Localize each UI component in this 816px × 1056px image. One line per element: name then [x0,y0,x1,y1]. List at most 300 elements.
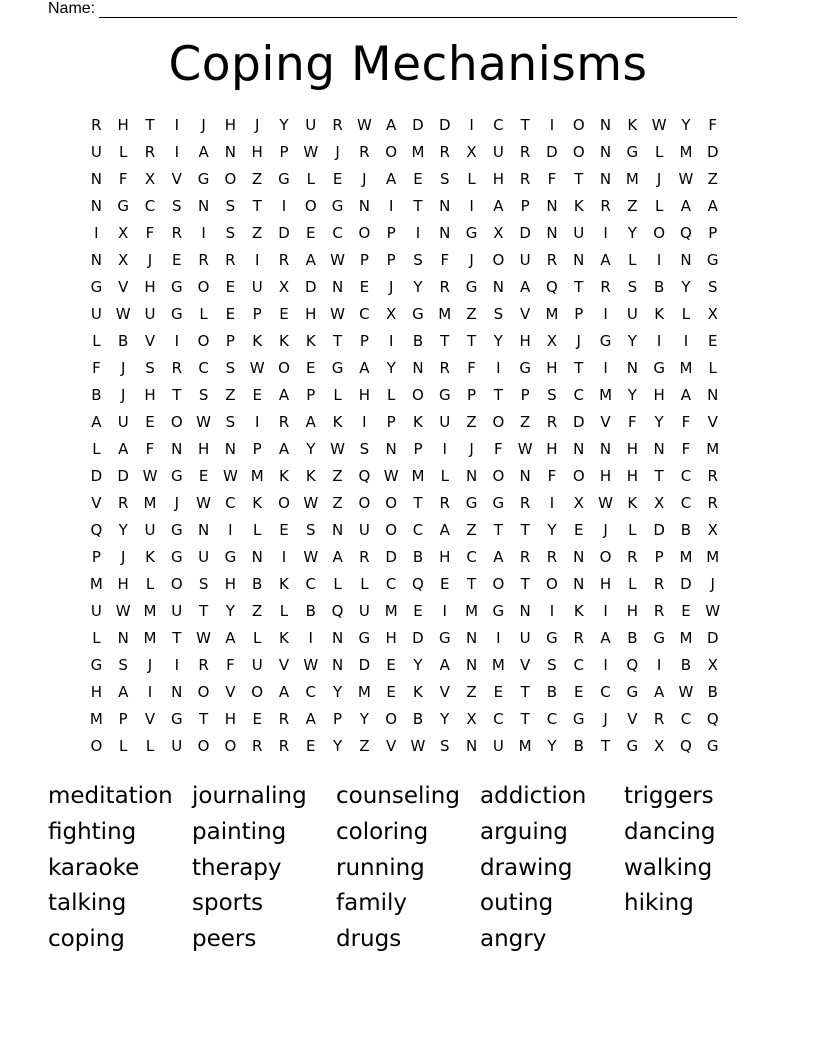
grid-letter: K [413,413,423,431]
grid-letter: U [492,143,504,161]
grid-letter: N [573,251,585,269]
grid-letter: R [359,143,370,161]
word-bank-item: triggers [624,783,714,809]
grid-letter: C [493,710,504,728]
grid-letter: M [357,683,371,701]
grid-letter: D [412,629,424,647]
grid-letter: E [306,359,316,377]
word-bank-item: hiking [624,890,694,917]
grid-letter: T [466,332,477,350]
grid-letter: S [118,656,128,674]
grid-letter: X [707,656,718,674]
grid-letter: N [599,170,612,188]
grid-letter: W [222,467,238,485]
grid-letter: N [680,251,692,269]
name-field[interactable] [48,0,737,18]
grid-letter: R [91,116,102,134]
grid-letter: W [249,359,265,377]
grid-letter: H [358,386,370,404]
grid-letter: I [603,359,608,377]
grid-letter: X [118,251,129,269]
grid-letter: N [439,197,451,215]
grid-letter: P [413,440,423,458]
grid-letter: E [145,413,155,431]
grid-letter: Q [358,467,371,485]
grid-letter: F [92,359,101,377]
grid-letter: O [197,332,210,350]
grid-letter: Q [90,521,103,539]
grid-letter: G [170,278,183,296]
grid-letter: J [254,116,260,134]
grid-letter: X [466,143,477,161]
grid-letter: K [332,413,343,431]
grid-letter: X [466,710,477,728]
grid-letter: Q [680,224,692,242]
grid-letter: G [278,170,290,188]
grid-letter: I [147,683,153,701]
grid-letter: O [224,170,237,188]
grid-letter: N [358,197,370,215]
word-bank-item: painting [192,818,287,845]
grid-letter: D [706,629,719,647]
grid-letter: U [198,548,210,566]
grid-letter: G [492,602,505,620]
grid-letter: F [467,359,476,377]
grid-letter: Q [412,575,424,593]
grid-letter: L [119,737,128,755]
grid-letter: A [680,386,692,404]
grid-letter: I [656,251,662,269]
grid-letter: G [465,278,478,296]
grid-letter: A [386,170,397,188]
grid-letter: N [653,440,665,458]
grid-letter: B [412,548,424,566]
grid-letter: I [362,413,367,431]
grid-letter: P [386,413,396,431]
grid-letter: I [174,116,179,134]
grid-letter: L [628,251,637,269]
grid-letter: I [549,116,555,134]
grid-letter: D [572,413,585,431]
grid-letter: G [706,737,719,755]
grid-letter: E [493,683,504,701]
grid-letter: C [359,305,370,323]
grid-letter: Q [680,737,692,755]
word-bank-item: arguing [480,818,568,845]
grid-letter: M [679,629,693,647]
grid-letter: B [546,683,558,701]
grid-letter: I [254,251,260,269]
grid-letter: P [252,440,262,458]
grid-letter: S [627,278,638,296]
grid-letter: N [117,629,129,647]
grid-letter: I [201,224,206,242]
grid-letter: G [626,683,639,701]
grid-letter: W [115,305,131,323]
grid-letter: K [305,467,316,485]
grid-letter: F [681,413,691,431]
grid-letter: M [89,710,103,728]
grid-letter: M [411,467,425,485]
grid-letter: N [573,548,585,566]
word-bank-item: talking [48,890,127,917]
grid-letter: H [90,683,103,701]
grid-letter: X [546,332,558,350]
grid-letter: T [440,332,450,350]
grid-letter: H [224,710,237,728]
grid-letter: N [465,656,478,674]
word-bank-item: meditation [48,783,173,809]
grid-letter: I [174,656,179,674]
grid-letter: T [466,575,477,593]
grid-letter: T [520,521,530,539]
grid-letter: R [653,602,665,620]
grid-letter: A [198,143,209,161]
grid-letter: J [120,359,126,377]
grid-letter: N [546,224,558,242]
grid-letter: R [278,413,290,431]
grid-letter: V [520,305,531,323]
grid-letter: J [174,494,179,512]
grid-letter: V [144,332,156,350]
word-bank-item: fighting [48,818,137,845]
grid-letter: H [626,467,638,485]
grid-letter: C [680,494,692,512]
grid-letter: T [199,710,209,728]
grid-letter: O [492,251,505,269]
grid-letter: N [573,575,585,593]
grid-letter: Z [252,224,263,242]
grid-letter: O [385,710,398,728]
grid-letter: O [492,413,505,431]
grid-letter: V [627,710,638,728]
grid-letter: U [439,413,451,431]
grid-letter: R [332,116,343,134]
grid-letter: V [600,413,611,431]
grid-letter: G [599,332,612,350]
grid-letter: L [628,521,637,539]
grid-letter: E [279,305,289,323]
grid-letter: R [546,251,558,269]
grid-letter: N [573,440,585,458]
grid-letter: D [438,116,451,134]
grid-letter: H [653,386,665,404]
grid-letter: W [196,494,211,512]
grid-letter: W [142,467,158,485]
grid-letter: A [520,278,531,296]
grid-letter: W [356,116,372,134]
grid-letter: J [576,332,581,350]
grid-letter: A [493,197,504,215]
grid-letter: Z [707,170,718,188]
grid-letter: Y [681,116,691,134]
grid-letter: I [228,521,233,539]
grid-letter: E [252,710,262,728]
grid-letter: E [332,170,343,188]
grid-letter: N [599,440,612,458]
grid-letter: Y [440,710,450,728]
grid-letter: C [680,467,692,485]
grid-letter: X [653,494,665,512]
grid-letter: X [573,494,584,512]
grid-letter: A [118,440,129,458]
grid-letter: I [281,197,287,215]
grid-letter: S [225,224,236,242]
grid-letter: Y [547,737,557,755]
grid-letter: B [412,710,424,728]
grid-letter: C [385,575,397,593]
grid-letter: T [332,332,343,350]
grid-letter: Y [413,656,423,674]
grid-letter: E [386,683,396,701]
grid-letter: J [603,521,608,539]
grid-letter: S [707,278,718,296]
grid-letter: I [388,332,394,350]
grid-letter: L [654,143,664,161]
grid-letter: A [493,548,504,566]
grid-letter: V [171,170,182,188]
grid-letter: G [331,197,344,215]
grid-letter: A [439,521,450,539]
grid-letter: I [549,494,555,512]
grid-letter: S [225,359,236,377]
grid-letter: S [413,251,423,269]
grid-letter: D [546,143,558,161]
grid-letter: N [599,143,612,161]
grid-letter: S [493,305,504,323]
grid-letter: N [197,521,210,539]
grid-letter: T [520,575,530,593]
grid-letter: X [144,170,156,188]
grid-letter: N [519,602,531,620]
grid-letter: D [519,224,531,242]
word-bank-item: outing [480,890,554,917]
grid-letter: U [573,224,585,242]
grid-letter: M [411,143,425,161]
grid-letter: Y [332,683,343,701]
grid-letter: F [118,170,128,188]
grid-letter: K [252,332,263,350]
grid-letter: A [305,710,316,728]
grid-letter: Z [466,521,477,539]
grid-letter: J [362,170,367,188]
grid-letter: R [225,251,236,269]
grid-letter: I [174,143,179,161]
grid-letter: I [603,224,608,242]
grid-letter: O [572,143,585,161]
grid-letter: O [492,575,505,593]
grid-letter: H [626,602,638,620]
grid-letter: V [225,683,236,701]
grid-letter: R [278,710,290,728]
grid-letter: R [359,548,370,566]
grid-letter: M [679,143,693,161]
grid-letter: O [170,413,183,431]
grid-letter: I [442,440,447,458]
grid-letter: W [330,251,345,269]
grid-letter: S [172,197,182,215]
grid-letter: N [707,386,719,404]
grid-letter: I [308,629,313,647]
grid-letter: X [707,521,718,539]
grid-letter: I [469,197,474,215]
grid-letter: A [305,251,316,269]
grid-letter: Z [466,305,477,323]
grid-letter: X [707,305,718,323]
grid-letter: G [546,629,558,647]
grid-letter: W [517,440,533,458]
grid-letter: K [413,683,423,701]
name-blank-line[interactable] [99,3,737,18]
grid-letter: U [144,305,156,323]
grid-letter: B [91,386,102,404]
grid-letter: N [90,197,103,215]
grid-letter: E [359,278,370,296]
grid-letter: K [252,494,263,512]
grid-letter: J [388,278,394,296]
grid-letter: O [358,494,371,512]
grid-letter: W [303,494,319,512]
grid-letter: C [493,116,504,134]
grid-letter: A [386,116,397,134]
grid-letter: E [306,224,316,242]
grid-letter: L [253,521,262,539]
grid-letter: N [251,548,263,566]
grid-letter: I [388,197,394,215]
grid-letter: V [278,656,290,674]
grid-letter: G [170,467,183,485]
grid-letter: W [383,467,399,485]
grid-letter: Y [627,332,637,350]
grid-letter: E [225,278,236,296]
grid-letter: P [91,548,101,566]
grid-letter: T [654,467,664,485]
grid-letter: Z [359,737,370,755]
grid-letter: O [546,575,558,593]
grid-letter: J [147,251,153,269]
grid-letter: N [465,737,478,755]
grid-letter: K [573,602,584,620]
grid-letter: Y [627,386,637,404]
grid-letter: J [120,548,126,566]
grid-letter: S [547,656,557,674]
grid-letter: K [145,548,155,566]
grid-letter: H [305,305,317,323]
grid-letter: H [117,116,129,134]
grid-letter: A [359,359,370,377]
grid-letter: C [680,710,692,728]
grid-letter: Z [332,467,343,485]
grid-letter: P [708,224,718,242]
grid-letter: R [519,143,531,161]
grid-letter: L [119,143,128,161]
grid-letter: W [196,629,211,647]
grid-letter: I [656,656,662,674]
grid-letter: N [412,359,424,377]
word-bank-item: dancing [624,818,716,845]
word-bank-item: karaoke [48,854,140,881]
grid-letter: Q [626,656,639,674]
grid-letter: G [170,305,183,323]
grid-letter: L [145,737,155,755]
grid-letter: N [224,143,236,161]
grid-letter: O [197,737,210,755]
word-bank-item: drawing [480,854,573,881]
grid-letter: J [120,386,126,404]
grid-letter: E [707,332,718,350]
grid-letter: K [279,332,289,350]
grid-letter: N [331,629,344,647]
grid-letter: C [332,224,343,242]
word-bank-item: angry [480,926,547,953]
grid-letter: O [197,278,210,296]
grid-letter: L [628,575,637,593]
grid-letter: T [520,683,530,701]
grid-letter: N [224,440,236,458]
grid-letter: A [278,386,290,404]
grid-letter: E [413,170,423,188]
grid-letter: N [197,197,210,215]
grid-letter: W [115,602,131,620]
grid-letter: G [90,656,103,674]
grid-letter: Z [520,413,531,431]
grid-letter: U [90,143,102,161]
grid-letter: J [603,710,608,728]
grid-letter: S [198,386,209,404]
grid-letter: A [680,197,692,215]
grid-letter: A [118,683,129,701]
grid-letter: L [467,170,476,188]
grid-letter: Z [466,413,477,431]
grid-letter: N [331,521,344,539]
grid-letter: C [546,710,558,728]
grid-letter: E [306,737,316,755]
grid-letter: N [626,359,638,377]
grid-letter: M [143,602,157,620]
grid-letter: R [653,710,665,728]
grid-letter: C [305,683,317,701]
grid-letter: R [653,575,665,593]
grid-letter: R [519,494,531,512]
grid-letter: P [520,197,530,215]
grid-letter: K [279,575,289,593]
grid-letter: R [144,143,156,161]
grid-letter: G [438,386,451,404]
grid-letter: G [492,494,505,512]
grid-letter: W [678,170,694,188]
grid-letter: T [413,494,423,512]
grid-letter: N [439,224,451,242]
grid-letter: O [412,386,424,404]
grid-letter: G [170,521,183,539]
grid-letter: L [386,386,396,404]
grid-letter: E [279,521,289,539]
grid-letter: Q [331,602,344,620]
grid-letter: W [410,737,426,755]
grid-letter: F [226,656,235,674]
grid-letter: K [279,629,289,647]
grid-letter: F [145,224,155,242]
grid-letter: F [628,413,637,431]
grid-letter: N [492,278,504,296]
grid-letter: J [147,656,153,674]
grid-letter: V [118,278,129,296]
grid-letter: R [171,224,182,242]
grid-letter: M [491,656,505,674]
grid-letter: O [304,197,317,215]
name-label: Name: [48,0,96,17]
grid-letter: G [706,251,719,269]
